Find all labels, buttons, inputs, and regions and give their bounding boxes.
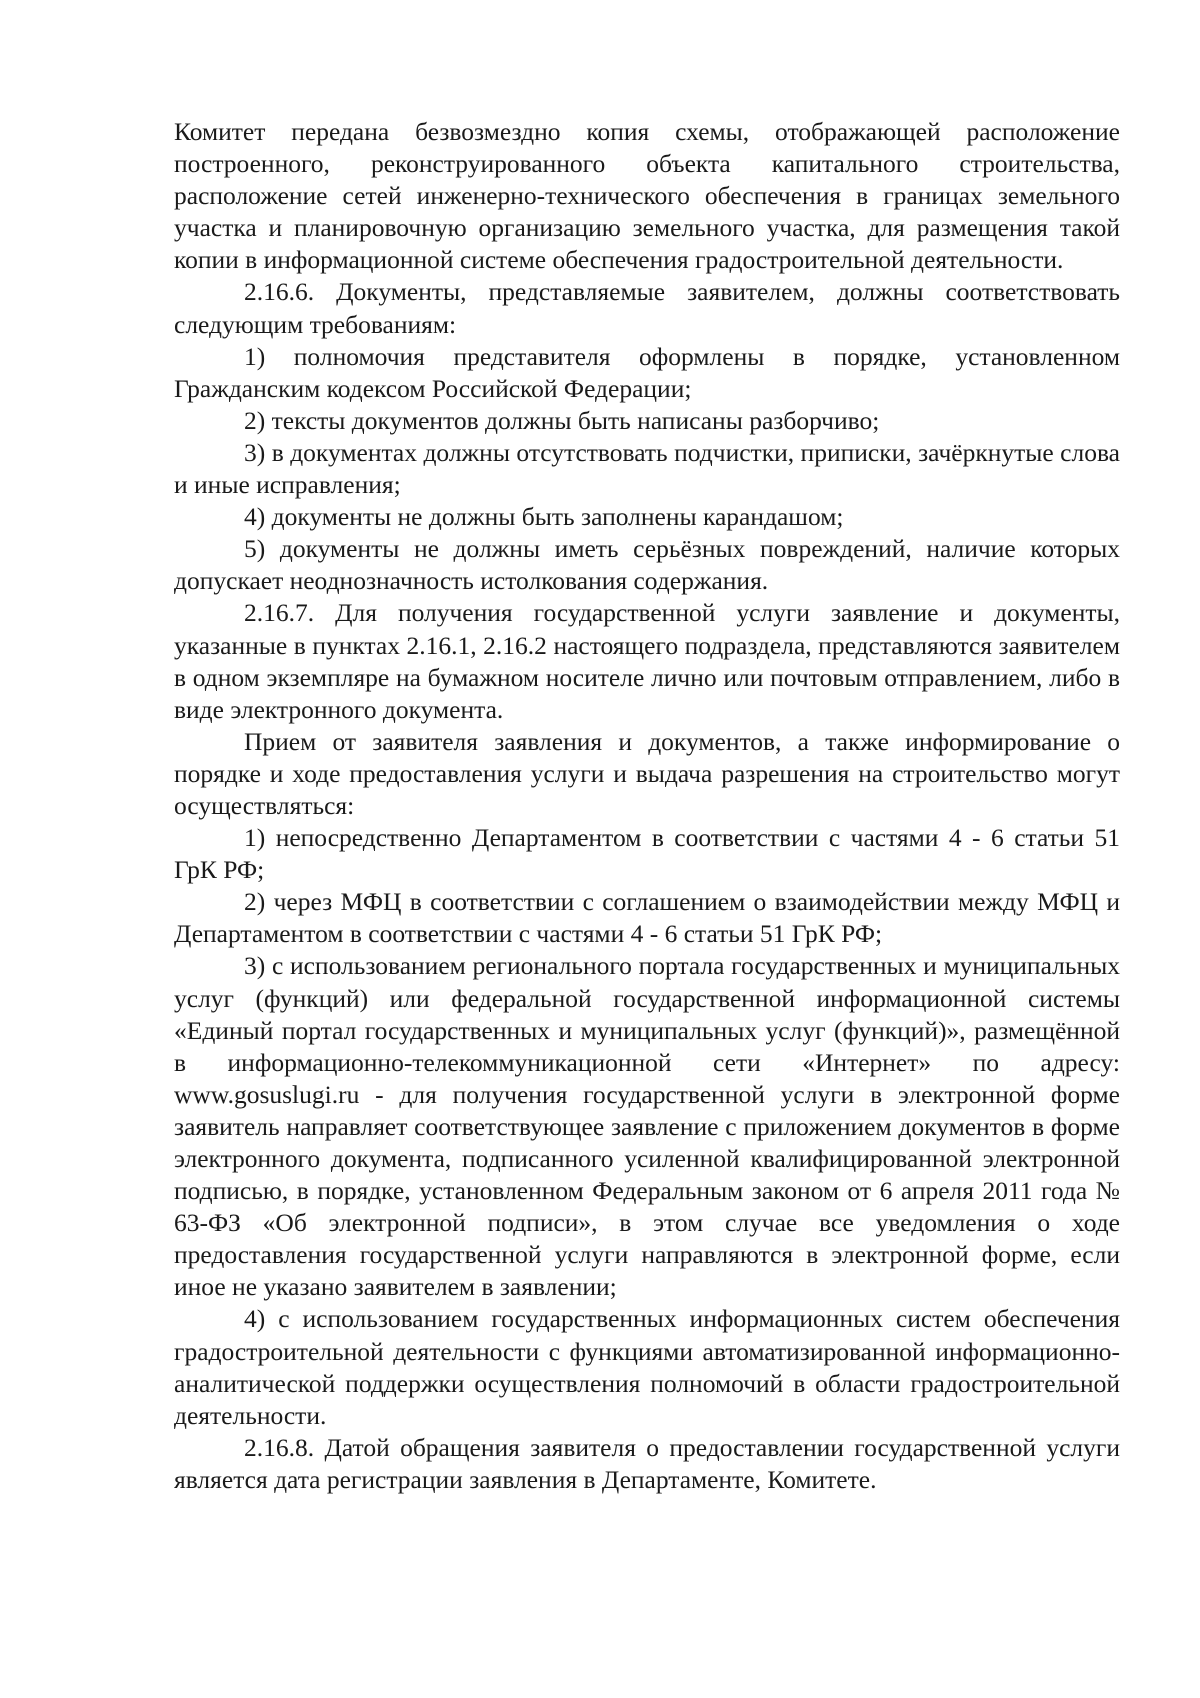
list-item-2-legible-texts: 2) тексты документов должны быть написаны разборчиво; xyxy=(244,405,880,435)
list-item-1-department: 1) непосредственно Департаментом в соответствии с частями 4 - 6 статьи 51 ГрК РФ; xyxy=(174,823,1120,885)
list-item-4-no-pencil: 4) документы не должны быть заполнены карандашом; xyxy=(244,502,844,532)
document-body xyxy=(174,116,1120,1496)
paragraph-continuation: Комитет передана безвозмездно копия схемы, отображающей расположение построенного, реконструированного объекта капитального строительства, расположение сетей инженерно-технического обеспечения в границах земельного участка и планировочную организацию земельного участка, для размещения такой копии в информационной системе обеспечения градостроительной деятельности. xyxy=(174,117,1120,275)
paragraph-2-16-7: 2.16.7. Для получения государственной услуги заявление и документы, указанные в пунктах 2.16.1, 2.16.2 настоящего подраздела, представляются заявителем в одном экземпляре на бумажном носителе лично или почтовым отправлением, либо в виде электронного документа. xyxy=(174,598,1120,724)
list-item-3-no-corrections: 3) в документах должны отсутствовать подчистки, приписки, зачёркнутые слова и иные исправления; xyxy=(174,437,1120,500)
paragraph-reception: Прием от заявителя заявления и документов, а также информирование о порядке и ходе предоставления услуги и выдача разрешения на строительство могут осуществляться: xyxy=(174,726,1120,820)
list-item-3-portal: 3) с использованием регионального портала государственных и муниципальных услуг (функций) или федеральной государственной информационной системы «Единый портал государственных и муниципальных услуг (функций)», размещённой в информационно-телекоммуникационной сети «Интернет» по адресу: www.gosuslugi.ru - для получения государственной услуги в электронной форме заявитель направляет соответствующее заявление с приложением документов в форме электронного документа, подписанного усиленной квалифицированной электронной подписью, в порядке, установленном Федеральным законом от 6 апреля 2011 года № 63-ФЗ «Об электронной подписи», в этом случае все уведомления о ходе предоставления государственной услуги направляются в электронной форме, если иное не указано заявителем в заявлении; xyxy=(174,951,1120,1302)
paragraph-2-16-6: 2.16.6. Документы, представляемые заявителем, должны соответствовать следующим требованиям: xyxy=(174,277,1120,339)
list-item-2-mfc: 2) через МФЦ в соответствии с соглашением о взаимодействии между МФЦ и Департаментом в соответствии с частями 4 - 6 статьи 51 ГрК РФ; xyxy=(174,887,1120,949)
list-item-1-representative-powers: 1) полномочия представителя оформлены в порядке, установленном Гражданским кодексом Российской Федерации; xyxy=(174,341,1120,403)
paragraph-2-16-8: 2.16.8. Датой обращения заявителя о предоставлении государственной услуги является дата регистрации заявления в Департаменте, Комитете. xyxy=(174,1432,1120,1494)
list-item-4-information-systems: 4) с использованием государственных информационных систем обеспечения градостроительной деятельности с функциями автоматизированной информационно-аналитической поддержки осуществления полномочий в области градостроительной деятельности. xyxy=(174,1304,1120,1430)
list-item-5-no-damage: 5) документы не должны иметь серьёзных повреждений, наличие которых допускает неоднозначность истолкования содержания. xyxy=(174,534,1120,596)
